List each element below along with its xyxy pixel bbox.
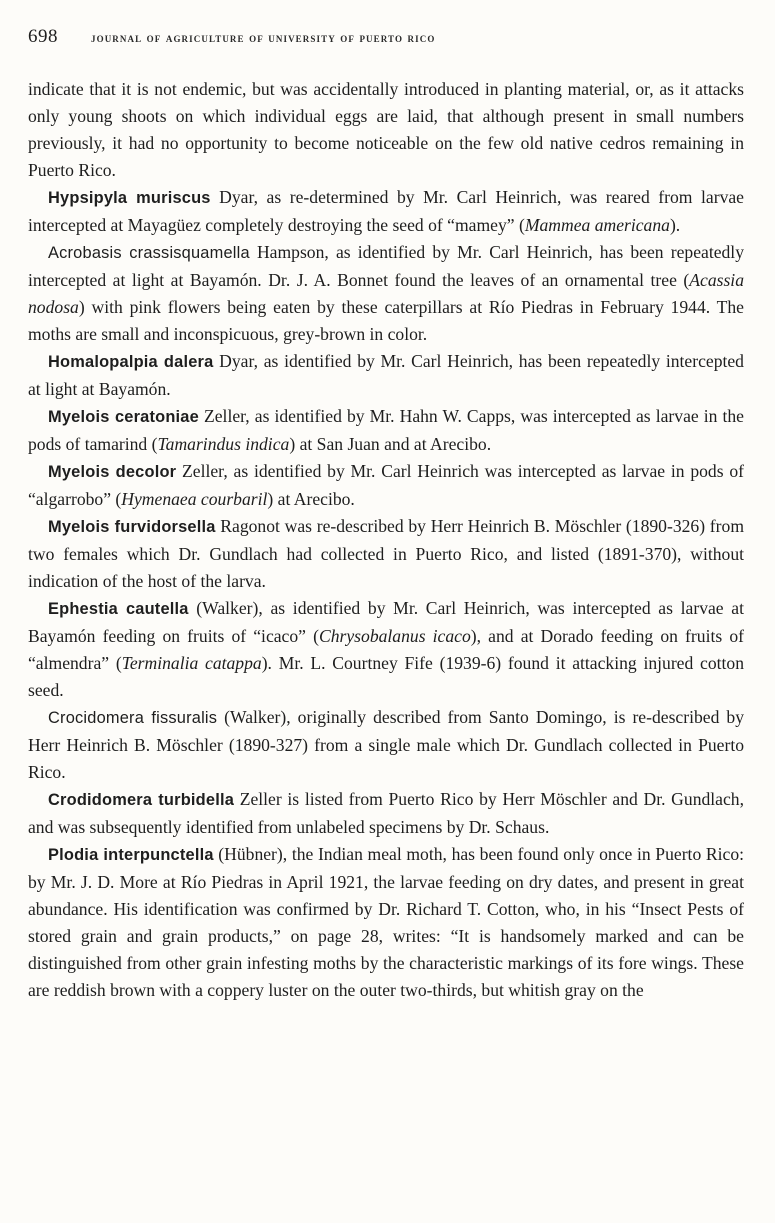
paragraph-plodia-interpunctella bbox=[28, 841, 744, 1004]
paragraph-text: ) at Arecibo. bbox=[267, 489, 355, 509]
page-header bbox=[28, 26, 748, 54]
paragraph-text: Hampson, as identified by Mr. Carl Heinrich, has been repeatedly intercepted at light at Bayamón. Dr. J. A. Bonnet found the leaves of an ornamental tree ( bbox=[28, 242, 744, 290]
paragraph-text: ). bbox=[669, 215, 681, 235]
running-head: journal of agriculture of university of puerto rico bbox=[91, 30, 436, 45]
paragraph-text: (Hübner), the Indian meal moth, has been found only once in Puerto Rico: by Mr. J. D. More at Río Piedras in April 1921, the larvae feeding on dry dates, and present in great abundance. His identification was confirmed by Dr. Richard T. Cotton, who, in his “Insect Pests of stored grain and grain products,” on page 28, writes: “It is handsomely marked and can be distinguished from other grain infesting moths by the characteristic markings of its fore wings. These are reddish brown with a coppery luster on the outer two-thirds, but whitish gray on the bbox=[28, 844, 744, 1000]
species-name: Myelois furvidorsella bbox=[48, 518, 216, 536]
paragraph-text: ). Mr. L. Courtney Fife (1939-6) found it attacking injured cotton seed. bbox=[28, 653, 745, 700]
host-plant-name: Tamarindus indica bbox=[157, 434, 290, 454]
paragraph-crocidomera-fissuralis bbox=[28, 704, 744, 786]
host-plant-name: Mammea americana bbox=[524, 215, 670, 235]
paragraph-acrobasis-crassisquamella bbox=[28, 239, 744, 348]
paragraph-myelois-ceratoniae bbox=[28, 403, 744, 458]
page-number: 698 bbox=[28, 26, 58, 47]
paragraph-homalopalpia-dalera bbox=[28, 348, 744, 403]
paragraph-myelois-decolor bbox=[28, 458, 744, 513]
paragraph-text: Dyar, as re-determined by Mr. Carl Heinrich, was reared from larvae intercepted at Mayagüez completely destroying the seed of “mamey” ( bbox=[28, 187, 744, 235]
species-name: Myelois ceratoniae bbox=[48, 408, 199, 426]
species-name: Homalopalpia dalera bbox=[48, 353, 214, 371]
host-plant-name: Terminalia catappa bbox=[121, 653, 262, 673]
paragraph-text: (Walker), as identified by Mr. Carl Heinrich, was intercepted as larvae at Bayamón feeding on fruits of “icaco” ( bbox=[28, 598, 745, 646]
paragraph-text: Ragonot was re-described by Herr Heinrich B. Möschler (1890-326) from two females which Dr. Gundlach had collected in Puerto Rico, and listed (1891-370), without indication of the host of the larva. bbox=[28, 516, 745, 591]
paragraph-hypsipyla-muriscus bbox=[28, 184, 744, 239]
host-plant-name: Acassia nodosa bbox=[28, 270, 744, 317]
species-name: Plodia interpunctella bbox=[48, 846, 214, 864]
paragraph-text: Zeller, as identified by Mr. Hahn W. Capps, was intercepted as larvae in the pods of tamarind ( bbox=[28, 406, 744, 454]
paragraph-ephestia-cautella bbox=[28, 595, 744, 704]
species-name: Crodidomera turbidella bbox=[48, 791, 235, 809]
host-plant-name: Chrysobalanus icaco bbox=[318, 626, 471, 646]
paragraph-text: (Walker), originally described from Santo Domingo, is re-described by Herr Heinrich B. Möschler (1890-327) from a single male which Dr. Gundlach collected in Puerto Rico. bbox=[28, 707, 744, 782]
paragraph-continuation bbox=[28, 76, 744, 184]
paragraph-text: ), and at Dorado feeding on fruits of “almendra” ( bbox=[28, 626, 744, 673]
paragraph-crodidomera-turbidella bbox=[28, 786, 744, 841]
paragraph-text: ) with pink flowers being eaten by these caterpillars at Río Piedras in February 1944. The moths are small and inconspicuous, grey-brown in color. bbox=[28, 297, 744, 344]
paragraph-text: indicate that it is not endemic, but was accidentally introduced in planting material, or, as it attacks only young shoots on which individual eggs are laid, that although present in small numbers previously, it had no opportunity to become noticeable on the few old native cedros remaining in Puerto Rico. bbox=[28, 79, 744, 180]
species-name: Acrobasis crassisquamella bbox=[48, 244, 250, 262]
paragraph-text: Zeller is listed from Puerto Rico by Herr Möschler and Dr. Gundlach, and was subsequently identified from unlabeled specimens by Dr. Schaus. bbox=[28, 789, 744, 837]
body-text bbox=[28, 76, 744, 1004]
paragraph-text: Zeller, as identified by Mr. Carl Heinrich was intercepted as larvae in pods of “algarrobo” ( bbox=[28, 461, 745, 509]
paragraph-text: Dyar, as identified by Mr. Carl Heinrich, has been repeatedly intercepted at light at Bayamón. bbox=[28, 351, 744, 399]
species-name: Crocidomera fissuralis bbox=[48, 709, 218, 727]
species-name: Ephestia cautella bbox=[48, 600, 189, 618]
paragraph-myelois-furvidorsella bbox=[28, 513, 744, 595]
species-name: Hypsipyla muriscus bbox=[48, 189, 211, 207]
species-name: Myelois decolor bbox=[48, 463, 177, 481]
host-plant-name: Hymenaea courbaril bbox=[121, 489, 268, 509]
paragraph-text: ) at San Juan and at Arecibo. bbox=[289, 434, 492, 454]
